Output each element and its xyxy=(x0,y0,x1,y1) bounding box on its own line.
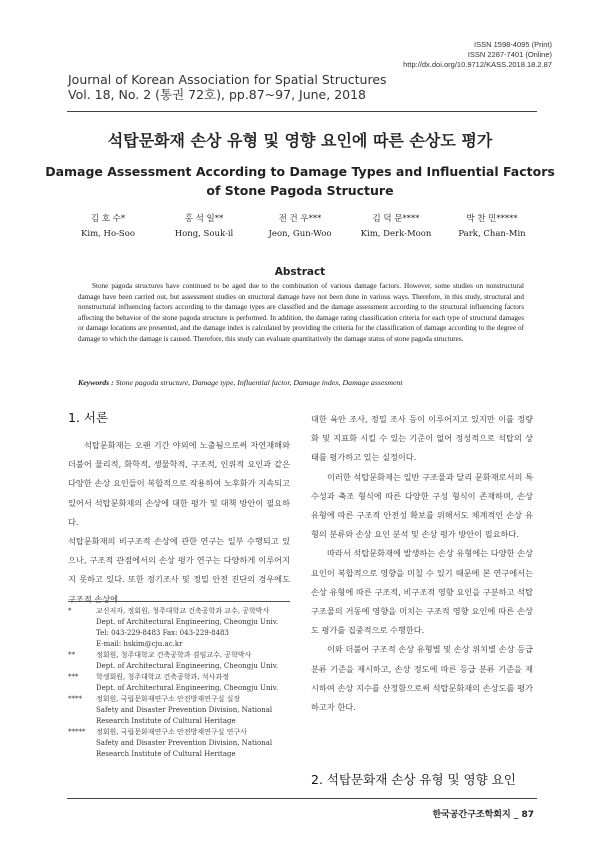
author-name-korean: 전 건 우*** xyxy=(278,214,322,224)
author-name-korean: 홍 석 일** xyxy=(184,214,224,224)
abstract-body: Stone pagoda structures have continued to be aged due to the combination of various damage factors. However, some studies on nonstructural damage have been carried out, but assessment studies on structural damage have not been done in various ways. Therefore, in this study, structural and nonstructural influencing factors according to the damage types are classified and the damage assessment according to the structural influencing factors affecting the behavior of the stone pagoda structure is performed. In addition, the damage rating classification criteria for each type of structural damages or damage locations are presented, and the damage index is calculated by providing the criteria for the classification of damage according to the degree of damage to which the damage is caused. Therefore, this study can evaluate quantitatively the damage status of stone pagoda structures. xyxy=(78,282,524,343)
footnote xyxy=(68,650,290,672)
right-column xyxy=(311,410,533,717)
paragraph: 석탑문화재의 비구조적 손상에 관한 연구는 일부 수행되고 있으나, 구조적 관점에서의 손상 평가 연구는 다양하게 이루어지지 못하고 있다. 또한 정기조사 및 정밀 안전 진단의 경우에도 구조적 손상에 xyxy=(68,536,290,604)
footnote-line: Safety and Disaster Prevention Division, National xyxy=(96,739,273,747)
footnote-line: 학생회원, 청주대학교 건축공학과, 석사과정 xyxy=(96,673,229,681)
footnote-line: Tel: 043-229-8483 Fax: 043-229-8483 xyxy=(96,629,229,637)
keywords-text: Stone pagoda structure, Damage type, Influential factor, Damage index, Damage assesment xyxy=(115,378,403,387)
footnote-line: Dept. of Architectural Engineering, Cheongju Univ. xyxy=(96,618,279,626)
keywords-label: Keywords : xyxy=(78,378,114,387)
issn-block xyxy=(403,40,552,70)
paragraph: 석탑문화재는 오랜 기간 야외에 노출됨으로써 자연재해와 더불어 물리적, 화학적, 생물학적, 구조적, 인위적 요인과 같은 다양한 손상 요인들이 복합적으로 작용하여 노후화가 지속되고 있어서 석탑문화재의 손상에 대한 평가 및 대책 방안이 필요하다. xyxy=(68,440,290,527)
footnotes xyxy=(68,601,290,760)
footnote xyxy=(68,727,290,760)
footnote xyxy=(68,606,290,650)
author-name-english: Park, Chan-Min xyxy=(458,229,526,239)
footnote-line: Research Institute of Cultural Heritage xyxy=(96,717,236,725)
paragraph: 대한 육안 조사, 정밀 조사 등이 이루어지고 있지만 이를 정량화 및 지표화 시킬 수 있는 기준이 없어 정성적으로 석탑의 상태를 평가하고 있는 실정이다. xyxy=(311,414,533,463)
author xyxy=(156,212,252,242)
author-name-english: Kim, Derk-Moon xyxy=(360,229,432,239)
author-name-english: Hong, Souk-il xyxy=(174,229,234,239)
doi-link[interactable]: http://dx.doi.org/10.9712/KASS.2018.18.2.87 xyxy=(403,60,552,69)
title-english xyxy=(0,162,600,200)
author xyxy=(60,212,156,242)
issn-print: ISSN 1598-4095 (Print) xyxy=(474,40,552,49)
section-2-heading: 2. 석탑문화재 손상 유형 및 영향 요인 xyxy=(311,772,516,787)
footnote-line: 교신저자, 정회원, 청주대학교 건축공학과 교수, 공학박사 xyxy=(96,607,270,615)
header-divider xyxy=(67,111,537,112)
journal-header xyxy=(68,72,387,102)
paragraph: 이와 더불어 구조적 손상 유형별 및 손상 위치별 손상 등급 분류 기준을 제시하고, 손상 정도에 따른 등급 분류 기준을 제시하여 손상 지수를 산정함으로써 석탑문화재의 손상도를 평가하고자 한다. xyxy=(311,644,533,713)
footnote-line: Dept. of Architectural Engineering, Cheongju Univ. xyxy=(96,684,279,692)
author-name-korean: 박 찬 민***** xyxy=(466,214,518,224)
title-english-line2: of Stone Pagoda Structure xyxy=(206,183,394,198)
left-column xyxy=(68,436,290,609)
keywords xyxy=(78,378,524,387)
title-english-line1: Damage Assessment According to Damage Types and Influential Factors xyxy=(45,164,555,179)
author-list xyxy=(60,212,540,242)
footnote-mark: * xyxy=(68,607,72,615)
issn-online: ISSN 2287-7401 (Online) xyxy=(467,50,552,59)
paragraph: 이러한 석탑문화재는 일반 구조물과 달리 문화재로서의 특수성과 축조 형식에 따른 다양한 구성 형식이 존재하며, 손상 유형에 따른 구조적 안전성 확보를 위해서도 체계적인 손상 유형의 분류와 손상 요인 분석 및 손상 평가 방안이 필요하다. xyxy=(311,471,533,540)
footnote-mark: *** xyxy=(68,673,79,681)
footer-divider xyxy=(67,798,537,799)
footnote-email[interactable]: E-mail: hskim@cju.ac.kr xyxy=(96,640,183,648)
footnote-line: 정회원, 국립문화재연구소 안전방재연구실 연구사 xyxy=(96,728,247,736)
author-name-english: Kim, Ho-Soo xyxy=(81,229,135,239)
footnote xyxy=(68,694,290,727)
footnote-line: 정회원, 청주대학교 건축공학과 겸임교수, 공학박사 xyxy=(96,651,252,659)
footnote-line: 정회원, 국립문화재연구소 안전방재연구실 실장 xyxy=(96,695,241,703)
footnote-line: Safety and Disaster Prevention Division, National xyxy=(96,706,273,714)
footnote-mark: ** xyxy=(68,651,75,659)
journal-name: Journal of Korean Association for Spatial Structures xyxy=(68,72,387,87)
title-korean: 석탑문화재 손상 유형 및 영향 요인에 따른 손상도 평가 xyxy=(107,131,493,150)
section-1-heading: 1. 서론 xyxy=(68,410,109,425)
footnote-mark: **** xyxy=(68,695,82,703)
footnote xyxy=(68,672,290,694)
page-footer: 한국공간구조학회지 _ 87 xyxy=(432,810,534,820)
journal-volume: Vol. 18, No. 2 (통권 72호), pp.87~97, June, 2018 xyxy=(68,87,367,102)
footnote-line: Dept. of Architectural Engineering, Cheongju Univ. xyxy=(96,662,279,670)
paragraph: 따라서 석탑문화재에 발생하는 손상 유형에는 다양한 손상 요인이 복합적으로 영향을 미칠 수 있기 때문에 본 연구에서는 손상 유형에 따른 구조적, 비구조적 영향 요인을 구분하고 석탑구조물의 거동에 영향을 미치는 구조적 영향 요인에 따른 손상도 평가를 집중적으로 수행한다. xyxy=(311,548,533,636)
author-name-korean: 김 덕 문**** xyxy=(372,214,420,224)
abstract-heading: Abstract xyxy=(274,266,326,278)
footnote-line: Research Institute of Cultural Heritage xyxy=(96,750,236,758)
author xyxy=(252,212,348,242)
author xyxy=(348,212,444,242)
author xyxy=(444,212,540,242)
author-name-korean: 김 호 수* xyxy=(90,214,126,224)
author-name-english: Jeon, Gun-Woo xyxy=(268,229,332,239)
footnote-mark: ***** xyxy=(68,728,86,736)
